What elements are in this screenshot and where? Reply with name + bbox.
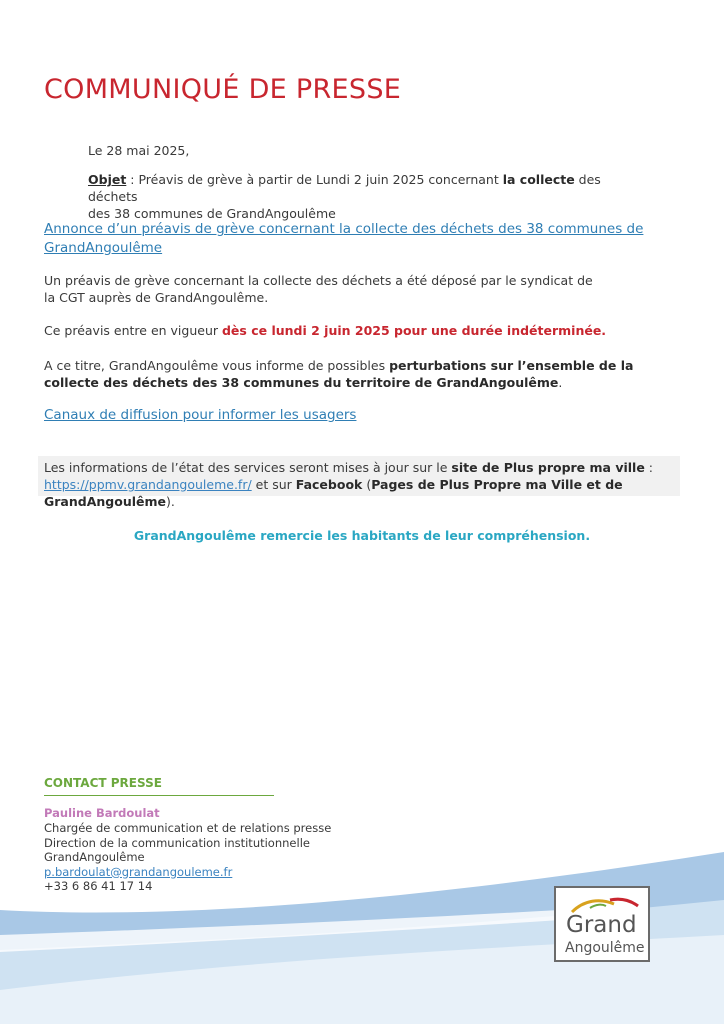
objet-label: Objet bbox=[88, 172, 127, 187]
paragraph-vigueur bbox=[44, 322, 684, 339]
objet-block bbox=[88, 171, 648, 222]
info-text-5: ). bbox=[165, 494, 175, 509]
contact-details bbox=[44, 821, 331, 894]
paragraph-preavis: Un préavis de grève concernant la collecte des déchets a été déposé par le syndicat de la CGT auprès de GrandAngoulême. bbox=[44, 273, 593, 305]
objet-text-2: des déchets bbox=[88, 172, 601, 204]
contact-email-link[interactable]: p.bardoulat@grandangouleme.fr bbox=[44, 864, 233, 879]
objet-line2: des 38 communes de GrandAngoulême bbox=[88, 206, 336, 221]
info-bold-facebook: Facebook bbox=[295, 477, 363, 492]
para3-end: . bbox=[558, 375, 563, 390]
info-bold-pages: Pages de Plus Propre ma Ville et de GrandAngoulême bbox=[44, 477, 623, 509]
para2-text: Ce préavis entre en vigueur bbox=[44, 323, 222, 338]
ppmv-link[interactable]: https://ppmv.grandangouleme.fr/ bbox=[44, 477, 252, 492]
objet-bold: la collecte bbox=[502, 172, 575, 187]
info-text-1: Les informations de l’état des services seront mises à jour sur le bbox=[44, 460, 452, 475]
para3-bold: perturbations sur l’ensemble de la collecte des déchets des 38 communes du territoire de GrandAngoulême bbox=[44, 358, 634, 390]
contact-title: CONTACT PRESSE bbox=[44, 776, 162, 790]
contact-role: Chargée de communication et de relations presse bbox=[44, 821, 332, 835]
contact-name: Pauline Bardoulat bbox=[44, 806, 160, 820]
page-title: COMMUNIQUÉ DE PRESSE bbox=[44, 74, 402, 105]
para2-highlight: dès ce lundi 2 juin 2025 pour une durée indéterminée. bbox=[221, 323, 607, 338]
contact-direction: Direction de la communication institutionnelle bbox=[44, 835, 310, 850]
logo-text-angouleme: Angoulême bbox=[565, 940, 645, 956]
grandangouleme-logo bbox=[554, 886, 650, 962]
heading-channels: Canaux de diffusion pour informer les usagers bbox=[44, 407, 357, 423]
info-text-3: et sur bbox=[251, 477, 296, 492]
contact-phone: +33 6 86 41 17 14 bbox=[44, 879, 153, 893]
heading-announcement: Annonce d’un préavis de grève concernant la collecte des déchets des 38 communes de GrandAngoulême bbox=[44, 221, 644, 256]
contact-divider bbox=[44, 795, 274, 796]
info-text bbox=[44, 459, 680, 510]
objet-text-1: : Préavis de grève à partir de Lundi 2 juin 2025 concernant bbox=[126, 172, 503, 187]
contact-org: GrandAngoulême bbox=[44, 850, 145, 864]
date-line: Le 28 mai 2025, bbox=[88, 143, 190, 158]
info-text-4: ( bbox=[362, 477, 372, 492]
info-bold-site: site de Plus propre ma ville bbox=[451, 460, 645, 475]
logo-text-grand: Grand bbox=[566, 912, 637, 938]
thanks-line: GrandAngoulême remercie les habitants de leur compréhension. bbox=[133, 528, 591, 543]
info-text-2: : bbox=[644, 460, 653, 475]
paragraph-perturbations bbox=[44, 357, 674, 391]
para3-text: A ce titre, GrandAngoulême vous informe de possibles bbox=[44, 358, 390, 373]
